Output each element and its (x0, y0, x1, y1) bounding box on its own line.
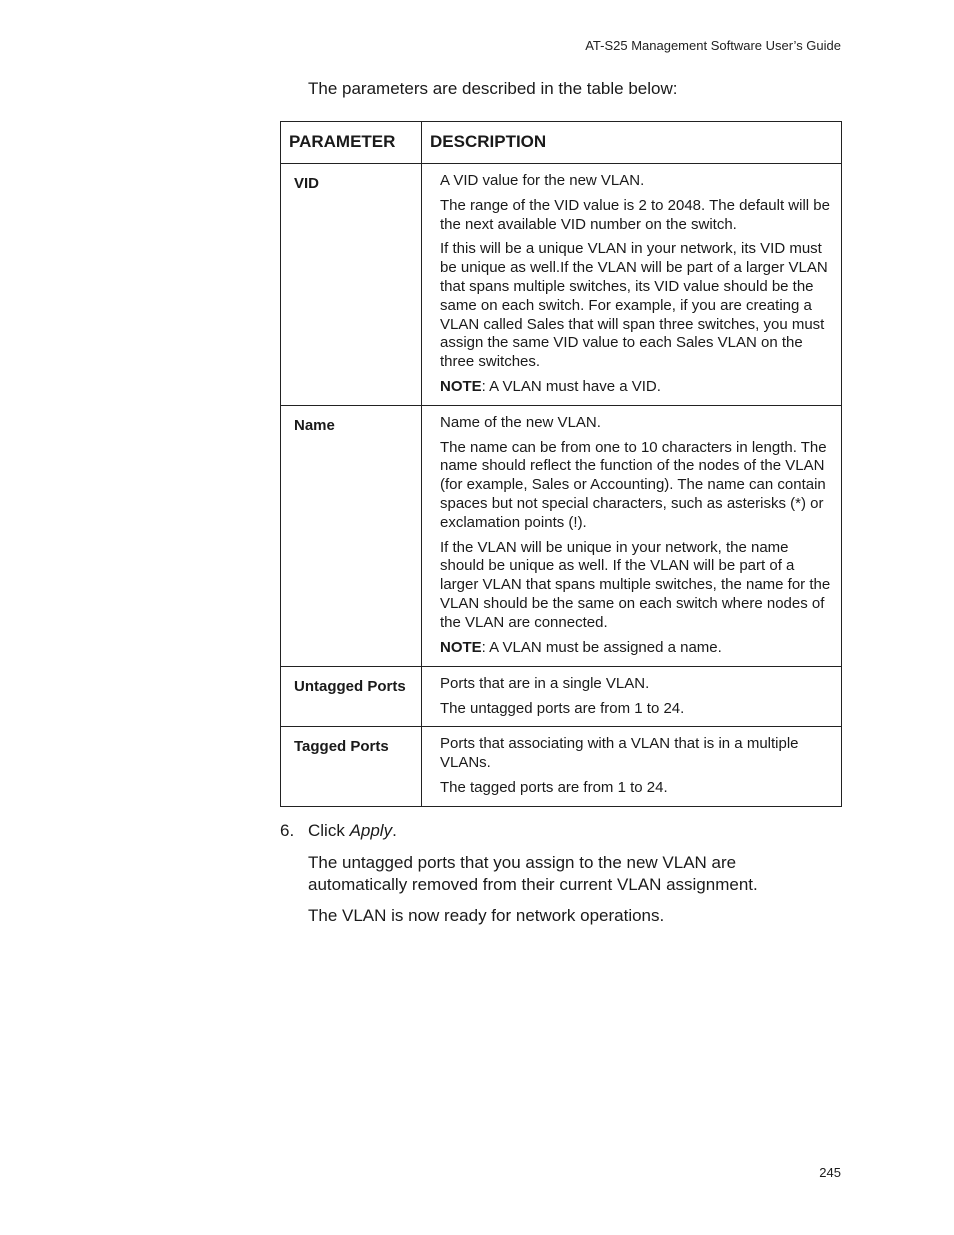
parameter-name: VID (281, 164, 422, 406)
description-paragraph: If the VLAN will be unique in your network, the name should be unique as well. If the VLAN will be part of a larger VLAN that spans multiple switches, the name for the VLAN should be the same on each switch where nodes of the VLAN are connected. (440, 538, 831, 631)
note-label: NOTE (440, 638, 482, 656)
parameters-table (280, 121, 842, 807)
table-row-vid (281, 164, 842, 406)
parameter-description (422, 164, 842, 406)
table-row-tagged-ports (281, 727, 842, 807)
table-row-untagged-ports (281, 666, 842, 727)
body-paragraph: The VLAN is now ready for network operations. (308, 906, 665, 925)
parameter-description (422, 727, 842, 807)
table-row-name (281, 405, 842, 666)
parameter-description (422, 666, 842, 727)
step-number: 6. (280, 821, 295, 840)
running-header: AT-S25 Management Software User’s Guide (585, 38, 841, 53)
description-paragraph: The range of the VID value is 2 to 2048. The default will be the next available VID number on the switch. (440, 196, 830, 233)
note-label: NOTE (440, 377, 482, 395)
column-header-description: DESCRIPTION (422, 122, 842, 164)
parameter-name: Tagged Ports (281, 727, 422, 807)
note-paragraph (440, 639, 833, 658)
description-paragraph: If this will be a unique VLAN in your network, its VID must be unique as well.If the VLAN will be part of a larger VLAN that spans multiple switches, its VID value should be the same on each switch. For example, if you are creating a VLAN called Sales that will span three switches, you must assign the same VID value to each Sales VLAN on the three switches. (440, 240, 828, 371)
note-text: : A VLAN must be assigned a name. (481, 638, 722, 656)
description-paragraph: Ports that associating with a VLAN that is in a multiple VLANs. (440, 735, 799, 772)
description-paragraph: Ports that are in a single VLAN. (440, 674, 650, 692)
description-paragraph: The name can be from one to 10 characters in length. The name should reflect the function of the nodes of the VLAN (for example, Sales or Accounting). The name can contain spaces but not special characters, such as asterisks (*) or exclamation points (!). (440, 438, 827, 531)
step-action: Apply (349, 821, 393, 840)
description-paragraph: Name of the new VLAN. (440, 413, 601, 431)
parameter-description (422, 405, 842, 666)
page-number: 245 (819, 1165, 841, 1180)
description-paragraph: A VID value for the new VLAN. (440, 172, 645, 189)
step-6 (280, 821, 780, 841)
step-text: Click (308, 821, 350, 840)
intro-text: The parameters are described in the table below: (308, 79, 678, 98)
column-header-parameter: PARAMETER (281, 122, 422, 164)
note-paragraph (440, 378, 833, 397)
note-text: : A VLAN must have a VID. (481, 377, 661, 395)
description-paragraph: The tagged ports are from 1 to 24. (440, 778, 668, 796)
step-end: . (392, 821, 397, 840)
body-paragraph: The untagged ports that you assign to the new VLAN are automatically removed from their current VLAN assignment. (308, 853, 758, 894)
parameter-name: Untagged Ports (281, 666, 422, 727)
table-header-row (281, 122, 842, 164)
description-paragraph: The untagged ports are from 1 to 24. (440, 699, 685, 717)
parameter-name: Name (281, 405, 422, 666)
